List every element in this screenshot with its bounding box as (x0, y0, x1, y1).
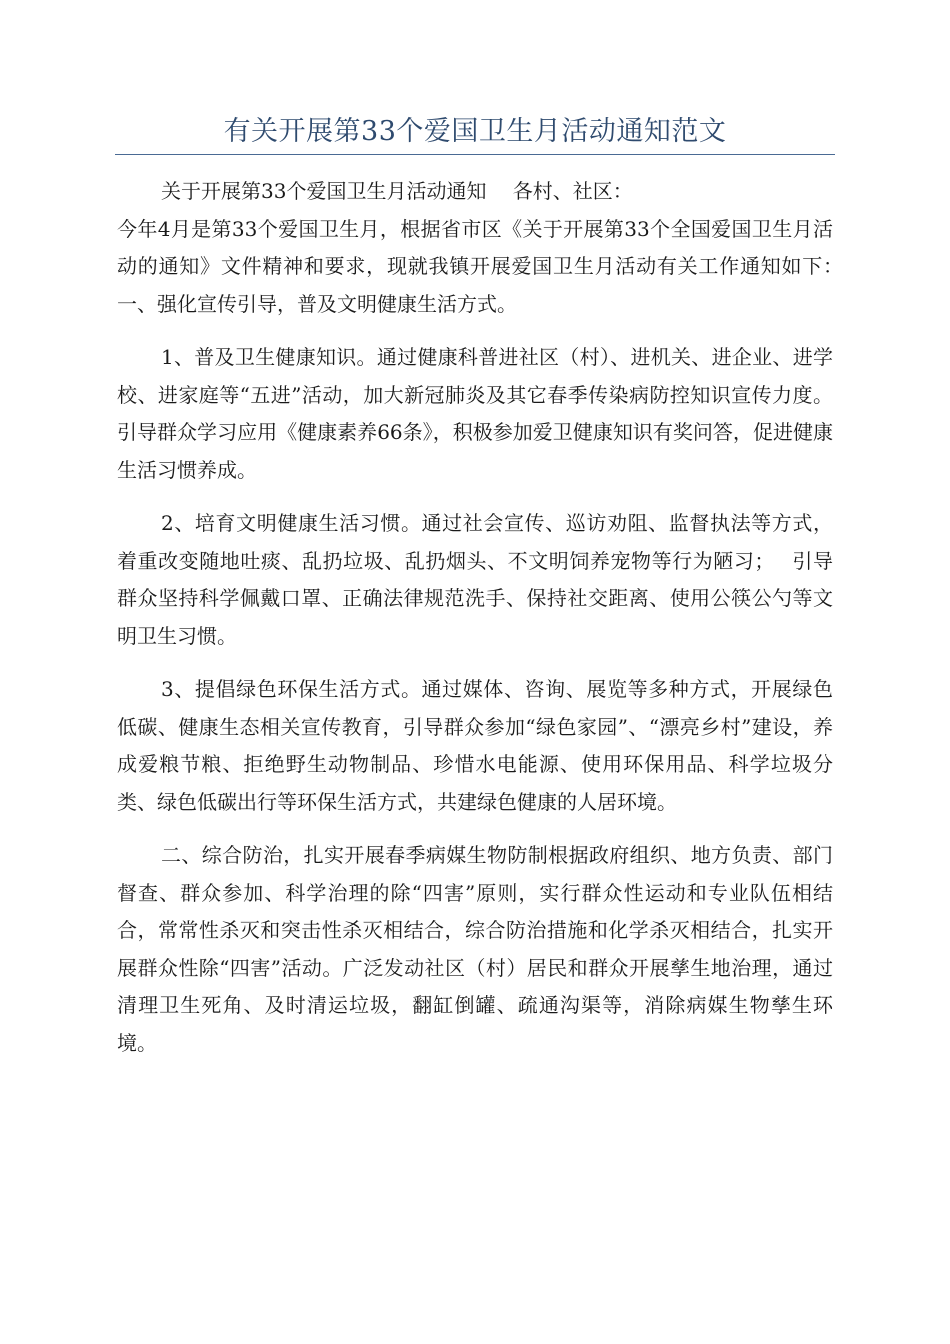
paragraph-item-3: 3、提倡绿色环保生活方式。通过媒体、咨询、展览等多种方式，开展绿色低碳、健康生态相关宣传教育，引导群众参加“绿色家园”、“漂亮乡村”建设，养成爱粮节粮、拒绝野生动物制品、珍惜水电能源、使用环保用品、科学垃圾分类、绿色低碳出行等环保生活方式，共建绿色健康的人居环境。 (117, 677, 833, 814)
paragraph-item-1: 1、普及卫生健康知识。通过健康科普进社区（村）、进机关、进企业、进学校、进家庭等“五进”活动，加大新冠肺炎及其它春季传染病防控知识宣传力度。引导群众学习应用《健康素养66条》，积极参加爱卫健康知识有奖问答，促进健康生活习惯养成。 (117, 345, 833, 482)
paragraph-salutation: 关于开展第33个爱国卫生月活动通知 各村、社区： (161, 179, 633, 203)
paragraph-section-2: 二、综合防治，扎实开展春季病媒生物防制根据政府组织、地方负责、部门督查、群众参加、科学治理的除“四害”原则，实行群众性运动和专业队伍相结合，常常性杀灭和突击性杀灭相结合，综合防治措施和化学杀灭相结合，扎实开展群众性除“四害”活动。广泛发动社区（村）居民和群众开展孳生地治理，通过清理卫生死角、及时清运垃圾，翻缸倒罐、疏通沟渠等，消除病媒生物孳生环境。 (117, 843, 833, 1055)
paragraph-item-2: 2、培育文明健康生活习惯。通过社会宣传、巡访劝阻、监督执法等方式，着重改变随地吐痰、乱扔垃圾、乱扔烟头、不文明饲养宠物等行为陋习； 引导群众坚持科学佩戴口罩、正确法律规范洗手、保持社交距离、使用公筷公勺等文明卫生习惯。 (117, 511, 833, 648)
document-title: 有关开展第33个爱国卫生月活动通知范文 (223, 116, 727, 147)
paragraph-intro: 今年4月是第33个爱国卫生月，根据省市区《关于开展第33个全国爱国卫生月活动的通知》文件精神和要求，现就我镇开展爱国卫生月活动有关工作通知如下： 一、强化宣传引导，普及文明健康生活方式。 (117, 216, 860, 316)
title-underline (115, 154, 835, 155)
document-body (117, 173, 860, 1062)
